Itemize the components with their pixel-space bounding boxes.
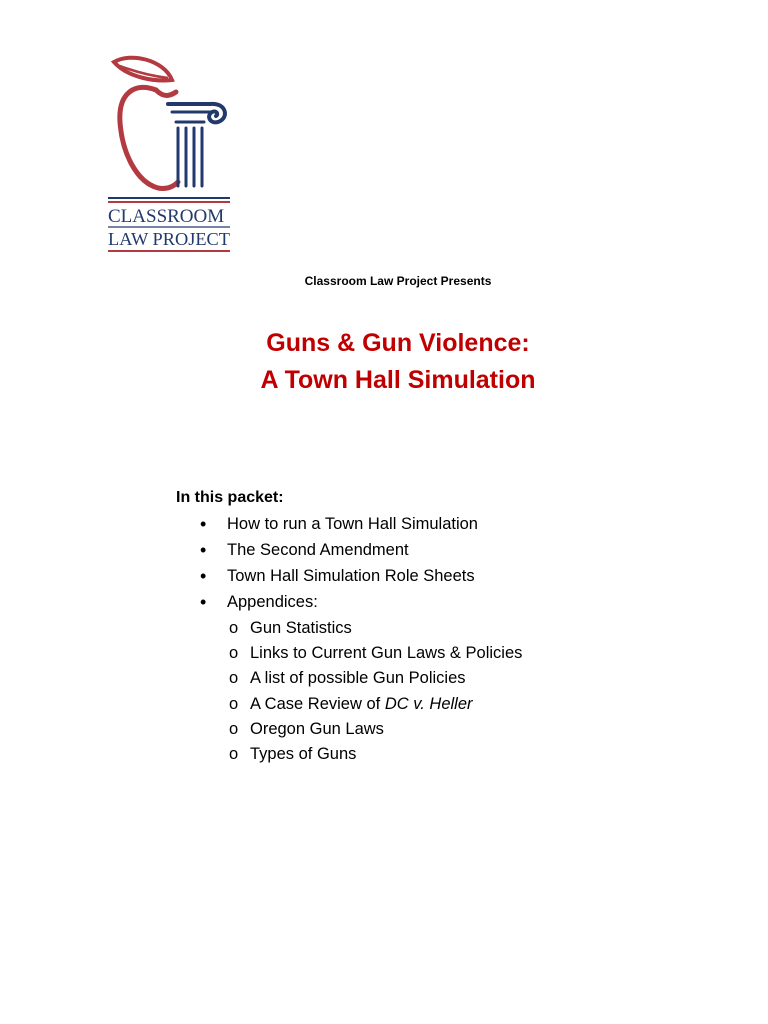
logo-line1: CLASSROOM: [108, 206, 225, 227]
bullet-icon: •: [200, 592, 207, 612]
sub-list-item-text: A list of possible Gun Policies: [250, 669, 466, 688]
packet-heading: In this packet:: [176, 489, 284, 506]
sub-list-item-prefix: A Case Review of: [250, 694, 385, 713]
classroom-law-project-logo: [106, 52, 246, 257]
case-name: DC v. Heller: [384, 694, 473, 713]
bullet-icon: •: [200, 514, 207, 534]
list-item-text: Appendices:: [227, 593, 318, 611]
document-title: [0, 325, 768, 399]
sub-bullet-icon: o: [229, 744, 239, 763]
title-line-1: Guns & Gun Violence:: [266, 329, 530, 357]
sub-list-item-text: [250, 693, 473, 715]
sub-list-item-text: Links to Current Gun Laws & Policies: [250, 644, 523, 663]
list-item-text: The Second Amendment: [227, 541, 409, 559]
bullet-icon: •: [200, 566, 207, 586]
logo-line2: LAW PROJECT: [108, 229, 231, 249]
sub-list-item-text: Gun Statistics: [250, 619, 352, 637]
list-item-text: How to run a Town Hall Simulation: [227, 515, 478, 533]
sub-bullet-icon: o: [229, 669, 239, 688]
presents-line: Classroom Law Project Presents: [304, 274, 492, 288]
column-icon: [168, 104, 225, 186]
list-item-text: Town Hall Simulation Role Sheets: [227, 567, 475, 585]
sub-bullet-icon: o: [229, 619, 239, 637]
sub-bullet-icon: o: [229, 719, 239, 738]
sub-list-item-text: Oregon Gun Laws: [250, 719, 384, 738]
title-line-2: A Town Hall Simulation: [260, 366, 536, 394]
sub-bullet-icon: o: [229, 644, 239, 663]
sub-bullet-icon: o: [229, 694, 239, 713]
bullet-icon: •: [200, 540, 207, 560]
sub-list-item-text: Types of Guns: [250, 744, 357, 763]
